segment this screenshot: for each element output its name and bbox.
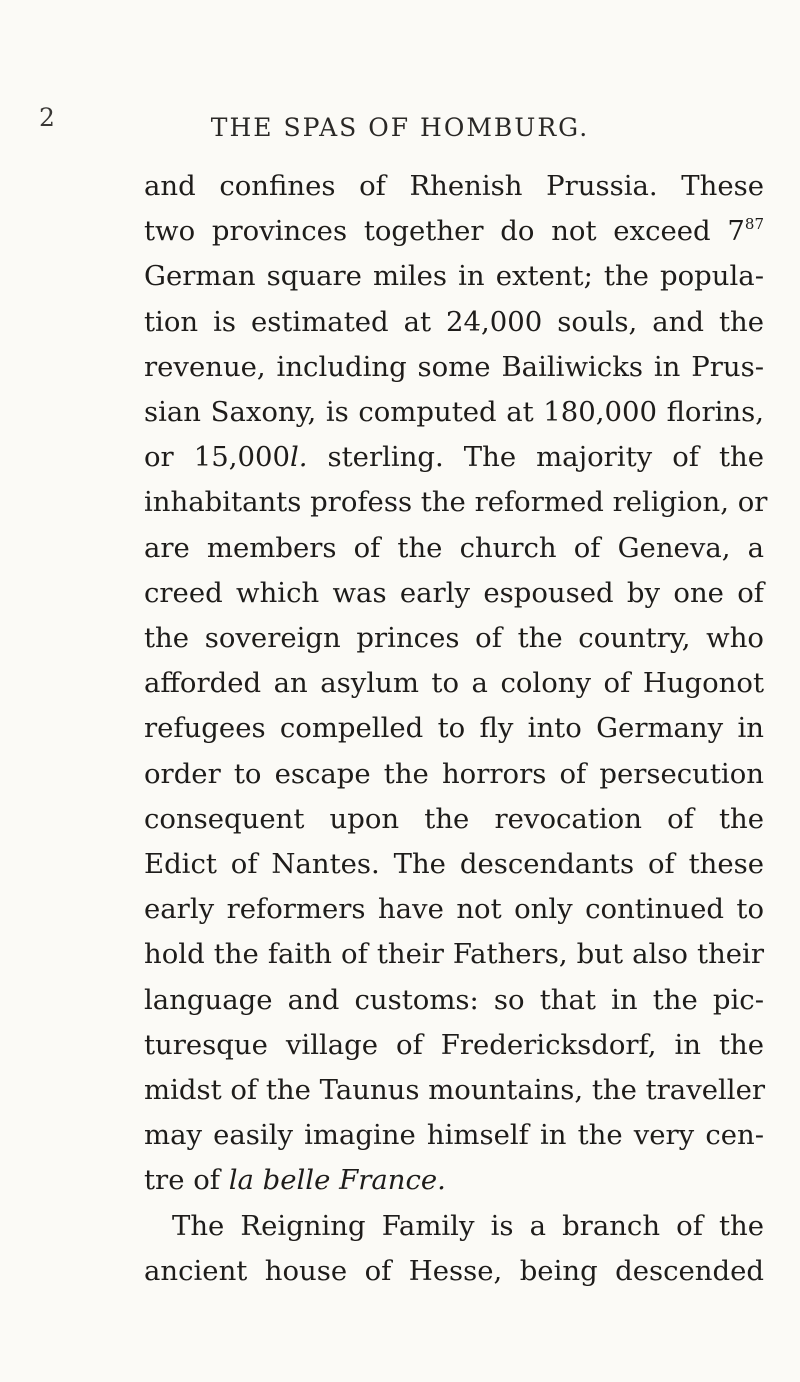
text-line: are members of the church of Geneva, a	[144, 531, 764, 564]
text-line: creed which was early espoused by one of	[144, 576, 764, 609]
area-fraction: 87	[744, 215, 764, 234]
text-line: early reformers have not only continued to	[144, 893, 764, 926]
text-line: The Reigning Family is a branch of the	[172, 1209, 764, 1242]
text-line: two provinces together do not exceed $7^{87}$	[144, 215, 764, 248]
body-text	[144, 164, 768, 1294]
text-line: or 15,000l. sterling. The majority of the	[144, 441, 764, 474]
text-line: inhabitants profess the reformed religion, or	[144, 486, 768, 519]
italic-phrase: la belle France.	[228, 1164, 446, 1197]
text-line: and confines of Rhenish Prussia. These	[144, 170, 764, 202]
text-line: Edict of Nantes. The descendants of these	[144, 848, 764, 881]
text-line: ancient house of Hesse, being descended	[144, 1254, 764, 1287]
paragraph-1	[144, 164, 768, 1204]
text-line: sian Saxony, is computed at 180,000 florins,	[144, 396, 764, 429]
text-line: German square miles in extent; the popula-	[144, 260, 764, 293]
text-line: the sovereign princes of the country, who	[144, 622, 764, 655]
text-line: order to escape the horrors of persecution	[144, 757, 764, 790]
text-line: may easily imagine himself in the very cen-	[144, 1119, 764, 1152]
text-line: consequent upon the revocation of the	[144, 802, 764, 835]
text-line: turesque village of Fredericksdorf, in the	[144, 1028, 764, 1061]
area-number: 7	[727, 215, 745, 248]
running-head: THE SPAS OF HOMBURG.	[210, 113, 590, 142]
text-line: tion is estimated at 24,000 souls, and the	[144, 305, 764, 338]
text-line: hold the faith of their Fathers, but also their	[144, 938, 764, 971]
page-number: 2	[39, 103, 55, 132]
text-line: refugees compelled to fly into Germany in	[144, 712, 764, 745]
paragraph-2	[144, 1204, 764, 1294]
text-line: language and customs: so that in the pic-	[144, 983, 764, 1016]
text-line: tre of la belle France.	[144, 1164, 446, 1197]
pound-symbol: l.	[289, 441, 308, 474]
text-line: revenue, including some Bailiwicks in Prus-	[144, 350, 764, 383]
sterling-amount: 15,000	[193, 441, 290, 474]
text-line: midst of the Taunus mountains, the traveller	[144, 1074, 766, 1107]
text-line: afforded an asylum to a colony of Hugonot	[144, 667, 764, 700]
